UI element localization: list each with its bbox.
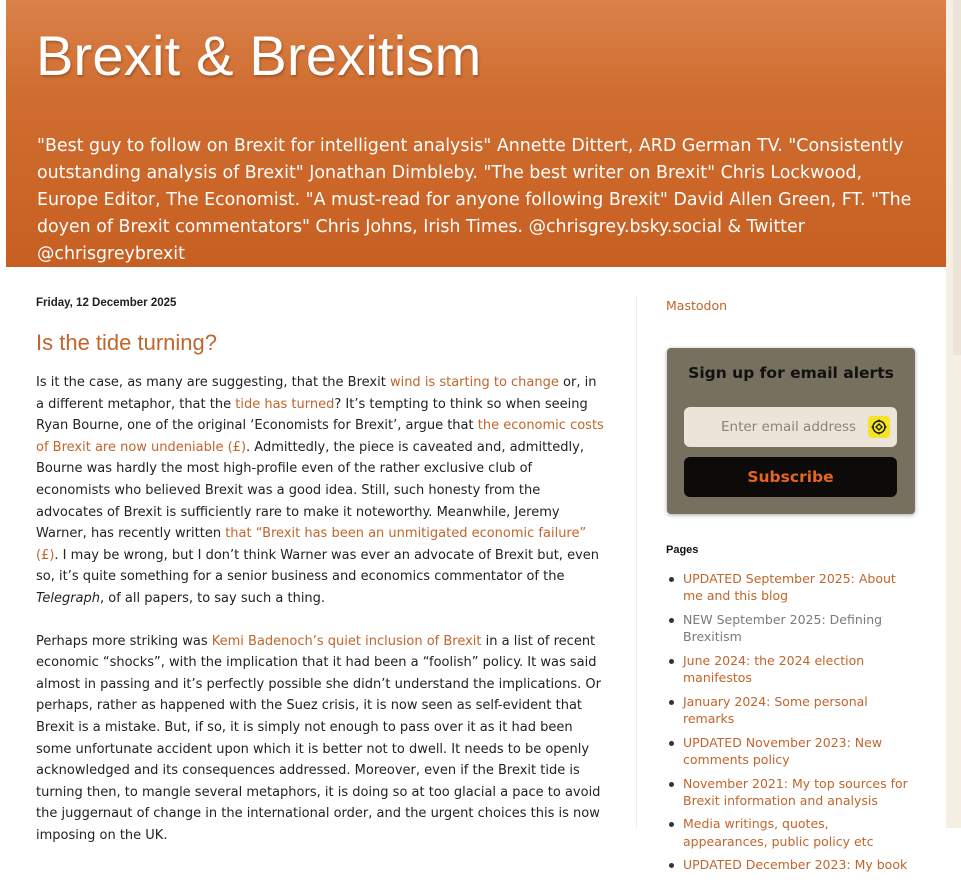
page-link-election-manifestos[interactable]: June 2024: the 2024 election manifestos — [683, 652, 865, 686]
paragraph-text: or, in a different metaphor, that the — [36, 375, 597, 412]
telegraph-emphasis: Telegraph — [36, 590, 100, 606]
link-tide-has-turned[interactable]: tide has turned — [235, 396, 335, 412]
mastodon-link[interactable]: Mastodon — [666, 298, 728, 313]
blog-post — [36, 290, 606, 867]
column-divider — [636, 296, 637, 828]
link-badenoch-inclusion[interactable]: Kemi Badenoch’s quiet inclusion of Brexit — [211, 633, 482, 649]
email-signup-widget — [667, 348, 915, 514]
list-item — [666, 734, 916, 768]
paragraph-text: in a list of recent economic “shocks”, with the implication that it had been a “foolish” policy. It was said almost in passing and it’s perfectly possible she didn’t understand the implications. Or perhaps, rather as happened with the Suez crisis, it is now seen as self-evident that Brexit is a mistake. But, if so, it is simply not enough to pass over it as it had been some unfortunate accident upon which it is better not to dwell. It needs to be openly acknowledged and its consequences addressed. Moreover, even if the Brexit tide is turning then, to mangle several metaphors, it is doing so at too glacial a pace to avoid the juggernaut of change in the international order, and the urgent choices this is now imposing on the UK. — [36, 633, 601, 843]
list-item — [666, 652, 916, 686]
email-signup-heading: Sign up for email alerts — [688, 364, 894, 382]
link-economic-costs-undeniable[interactable]: the economic costs of Brexit are now undeniable (£) — [36, 418, 604, 455]
post-date: Friday, 12 December 2025 — [36, 297, 177, 309]
list-item — [666, 611, 916, 645]
page-link-comments-policy[interactable]: UPDATED November 2023: New comments policy — [683, 734, 883, 767]
page-link-defining-brexitism[interactable]: NEW September 2025: Defining Brexitism — [683, 611, 883, 645]
page-link-top-sources[interactable]: November 2021: My top sources for Brexit information and analysis — [683, 775, 908, 808]
paragraph-text: . I may be wrong, but I don’t think Warner was ever an advocate of Brexit but, even so, it’s quite something for a senior business and economics commentator of the — [36, 547, 599, 585]
password-manager-icon[interactable] — [868, 416, 890, 438]
pages-heading: Pages — [666, 544, 699, 556]
email-input-wrapper — [684, 407, 897, 447]
page-link-personal-remarks[interactable]: January 2024: Some personal remarks — [683, 693, 868, 726]
post-paragraph-2 — [36, 631, 606, 847]
post-paragraph-1 — [36, 372, 606, 610]
page-link-about-me[interactable]: UPDATED September 2025: About me and this blog — [683, 571, 896, 604]
paragraph-text: , of all papers, to say such a thing. — [100, 590, 326, 606]
target-icon — [871, 419, 887, 435]
list-item — [666, 815, 916, 849]
list-item — [666, 775, 916, 809]
link-unmitigated-economic-failure[interactable]: that “Brexit has been an unmitigated economic failure” (£) — [36, 526, 587, 563]
post-title[interactable]: Is the tide turning? — [36, 330, 218, 355]
list-item — [666, 693, 916, 727]
blog-title[interactable]: Brexit & Brexitism — [36, 24, 482, 87]
scrollbar-thumb[interactable] — [953, 0, 961, 355]
subscribe-button[interactable]: Subscribe — [684, 457, 897, 497]
blog-description: "Best guy to follow on Brexit for intelligent analysis" Annette Dittert, ARD German TV. "Consistently outstanding analysis of Brexit" Jonathan Dimbleby. "The best writer on Brexit" Chris Lockwood, Europe Editor, The Economist. "A must-read for anyone following Brexit" David Allen Green, FT. "The doyen of Brexit commentators" Chris Johns, Irish Times. @chrisgrey.bsky.social & Twitter @chrisgreybrexit — [37, 136, 912, 264]
list-item — [666, 856, 916, 873]
page-link-my-book[interactable]: UPDATED December 2023: My book — [683, 857, 908, 873]
paragraph-text: Perhaps more striking was — [36, 633, 212, 649]
paragraph-text: Is it the case, as many are suggesting, that the Brexit — [36, 375, 390, 390]
paragraph-text: ? It’s tempting to think so when seeing Ryan Bourne, one of the original ‘Economists for Brexit’, argue that — [36, 396, 588, 434]
link-wind-starting-to-change[interactable]: wind is starting to change — [389, 375, 559, 390]
email-input[interactable] — [684, 407, 897, 447]
blog-header — [6, 0, 946, 267]
list-item — [666, 570, 916, 604]
page-link-media-writings[interactable]: Media writings, quotes, appearances, public policy etc — [683, 816, 874, 849]
paragraph-text: . Admittedly, the piece is caveated and, admittedly, Bourne was hardly the most high-profile even of the rather exclusive club of economists who believed Brexit was a good idea. Still, such honesty from the advocates of Brexit is sufficiently rare to make it noteworthy. Meanwhile, Jeremy Warner, has recently written — [36, 439, 584, 542]
post-body — [36, 372, 606, 846]
pages-list — [666, 570, 916, 880]
